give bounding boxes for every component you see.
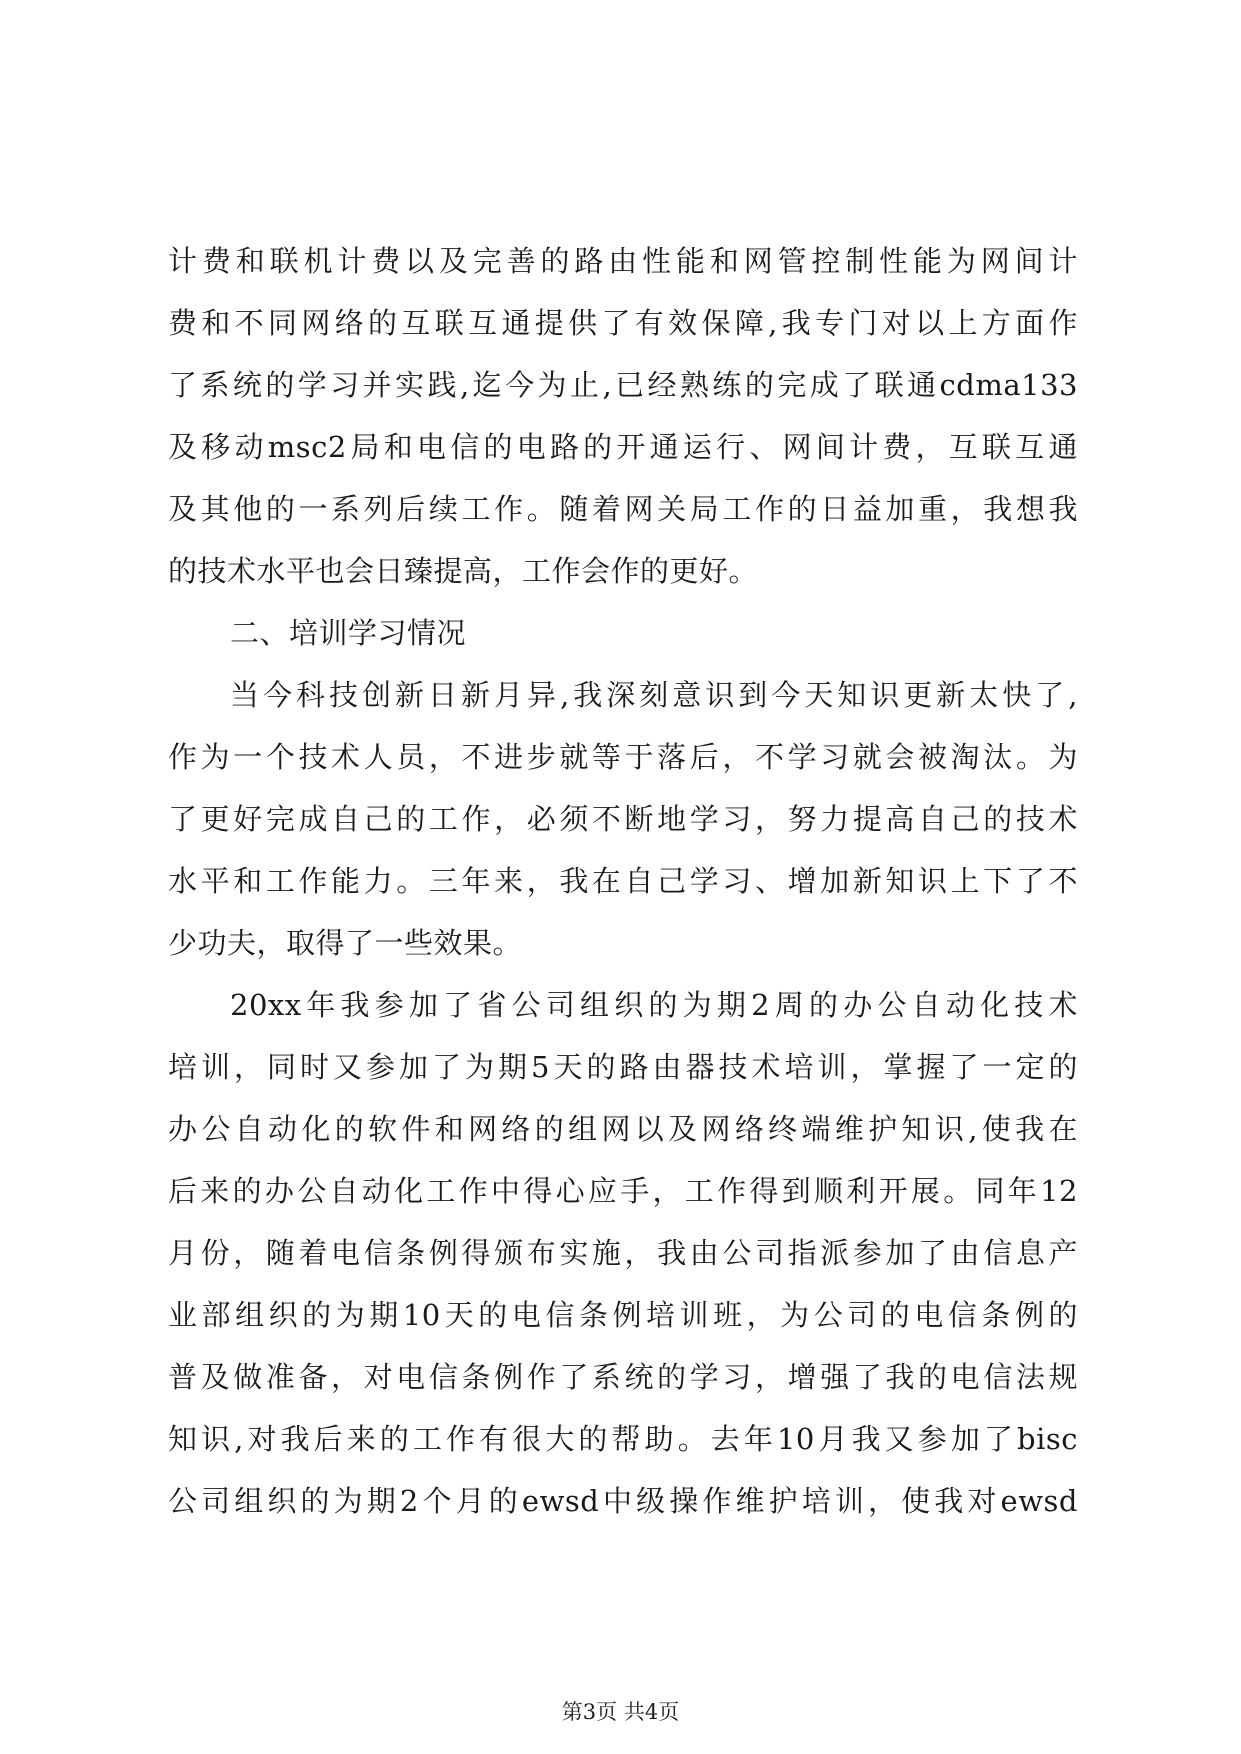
text-line: 及移动msc2局和电信的电路的开通运行、网间计费，互联互通 xyxy=(168,430,1078,464)
text-line: 后来的办公自动化工作中得心应手，工作得到顺利开展。同年12 xyxy=(168,1174,1078,1208)
text-line: 公司组织的为期2个月的ewsd中级操作维护培训，使我对ewsd xyxy=(168,1484,1078,1518)
text-line: 普及做准备，对电信条例作了系统的学习，增强了我的电信法规 xyxy=(168,1360,1078,1394)
text-line: 20xx年我参加了省公司组织的为期2周的办公自动化技术 xyxy=(230,988,1078,1022)
text-line: 培训，同时又参加了为期5天的路由器技术培训，掌握了一定的 xyxy=(168,1050,1078,1084)
text-line: 水平和工作能力。三年来，我在自己学习、增加新知识上下了不 xyxy=(168,864,1078,898)
text-line: 当今科技创新日新月异,我深刻意识到今天知识更新太快了, xyxy=(230,678,1078,712)
section-heading: 二、培训学习情况 xyxy=(230,616,467,650)
text-line: 月份，随着电信条例得颁布实施，我由公司指派参加了由信息产 xyxy=(168,1236,1078,1270)
text-line: 费和不同网络的互联互通提供了有效保障,我专门对以上方面作 xyxy=(168,306,1078,340)
text-line: 的技术水平也会日臻提高，工作会作的更好。 xyxy=(168,554,759,588)
text-line: 少功夫，取得了一些效果。 xyxy=(168,926,523,960)
text-line: 作为一个技术人员，不进步就等于落后，不学习就会被淘汰。为 xyxy=(168,740,1078,774)
text-line: 了系统的学习并实践,迄今为止,已经熟练的完成了联通cdma133 xyxy=(168,368,1078,402)
text-line: 计费和联机计费以及完善的路由性能和网管控制性能为网间计 xyxy=(168,244,1078,278)
document-body xyxy=(168,230,1078,1532)
text-line: 业部组织的为期10天的电信条例培训班，为公司的电信条例的 xyxy=(168,1298,1078,1332)
page-number-footer: 第3页 共4页 xyxy=(561,1700,680,1724)
text-line: 了更好完成自己的工作，必须不断地学习，努力提高自己的技术 xyxy=(168,802,1078,836)
text-line: 及其他的一系列后续工作。随着网关局工作的日益加重，我想我 xyxy=(168,492,1078,526)
text-line: 知识,对我后来的工作有很大的帮助。去年10月我又参加了bisc xyxy=(168,1422,1078,1456)
text-line: 办公自动化的软件和网络的组网以及网络终端维护知识,使我在 xyxy=(168,1112,1078,1146)
